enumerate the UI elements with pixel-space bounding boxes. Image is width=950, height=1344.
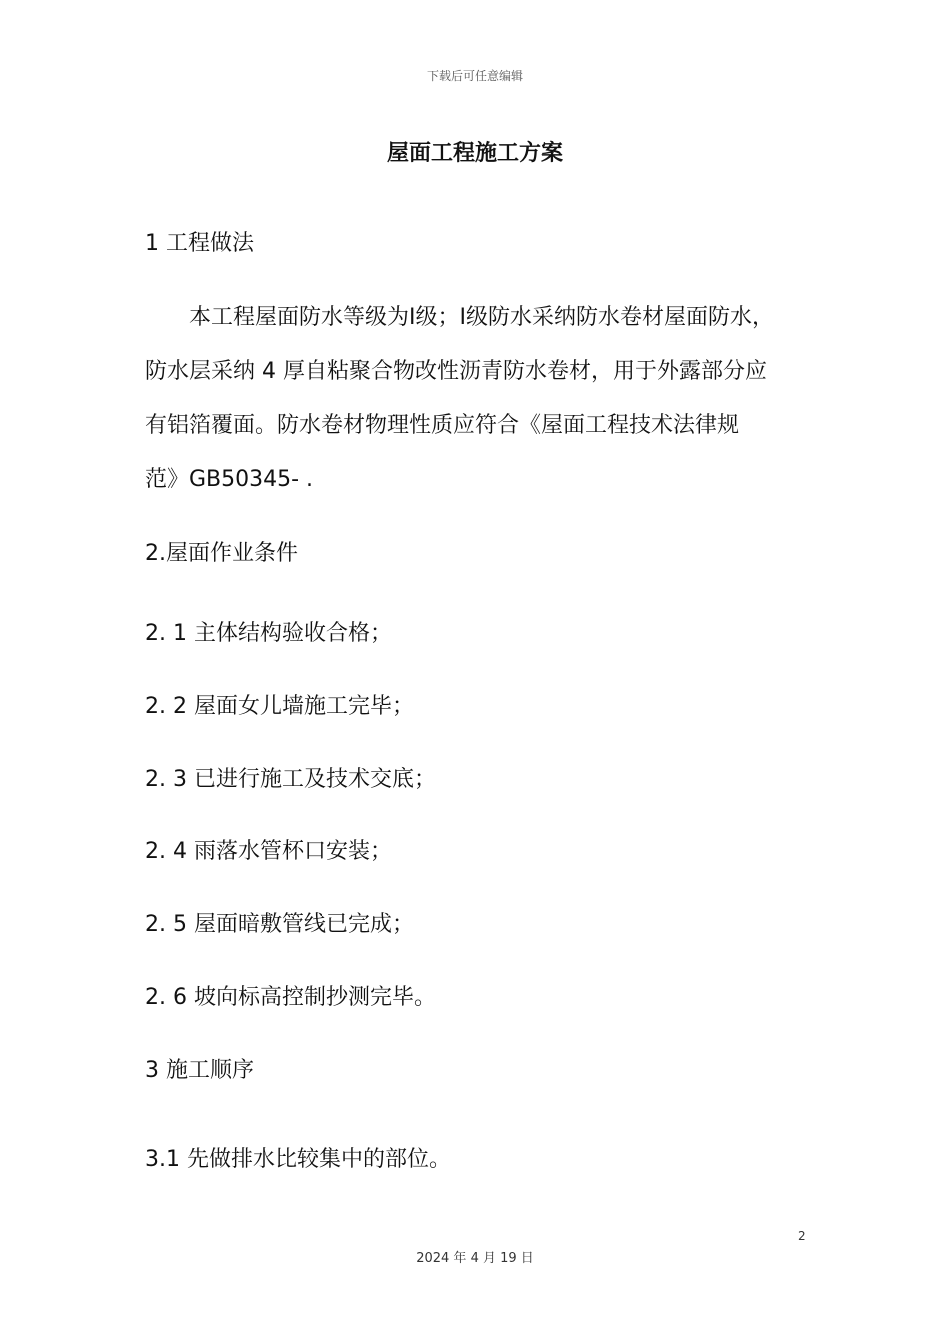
paragraph-line: 防水层采纳 4 厚自粘聚合物改性沥青防水卷材，用于外露部分应 xyxy=(145,359,767,384)
section-2-heading: 2.屋面作业条件 xyxy=(145,541,298,566)
list-item: 2. 1 主体结构验收合格； xyxy=(145,621,392,646)
list-item: 2. 3 已进行施工及技术交底； xyxy=(145,767,436,792)
paragraph-line: 范》GB50345- . xyxy=(145,467,314,492)
list-item: 2. 5 屋面暗敷管线已完成； xyxy=(145,912,414,937)
list-item: 2. 2 屋面女儿墙施工完毕； xyxy=(145,694,414,719)
list-item: 3.1 先做排水比较集中的部位。 xyxy=(145,1147,451,1172)
section-1-heading: 1 工程做法 xyxy=(145,231,254,256)
paragraph-line: 本工程屋面防水等级为Ⅰ级；Ⅰ级防水采纳防水卷材屋面防水， xyxy=(189,305,774,330)
list-item: 2. 6 坡向标高控制抄测完毕。 xyxy=(145,985,436,1010)
section-1-paragraph xyxy=(145,291,810,507)
page-number: 2 xyxy=(798,1229,806,1243)
footer-date: 2024 年 4 月 19 日 xyxy=(416,1251,534,1266)
paragraph-line: 有铝箔覆面。防水卷材物理性质应符合《屋面工程技术法律规 xyxy=(145,413,740,438)
list-item: 2. 4 雨落水管杯口安装； xyxy=(145,839,392,864)
header-note: 下载后可任意编辑 xyxy=(426,69,523,83)
document-title: 屋面工程施工方案 xyxy=(386,141,563,166)
section-3-heading: 3 施工顺序 xyxy=(145,1058,254,1083)
